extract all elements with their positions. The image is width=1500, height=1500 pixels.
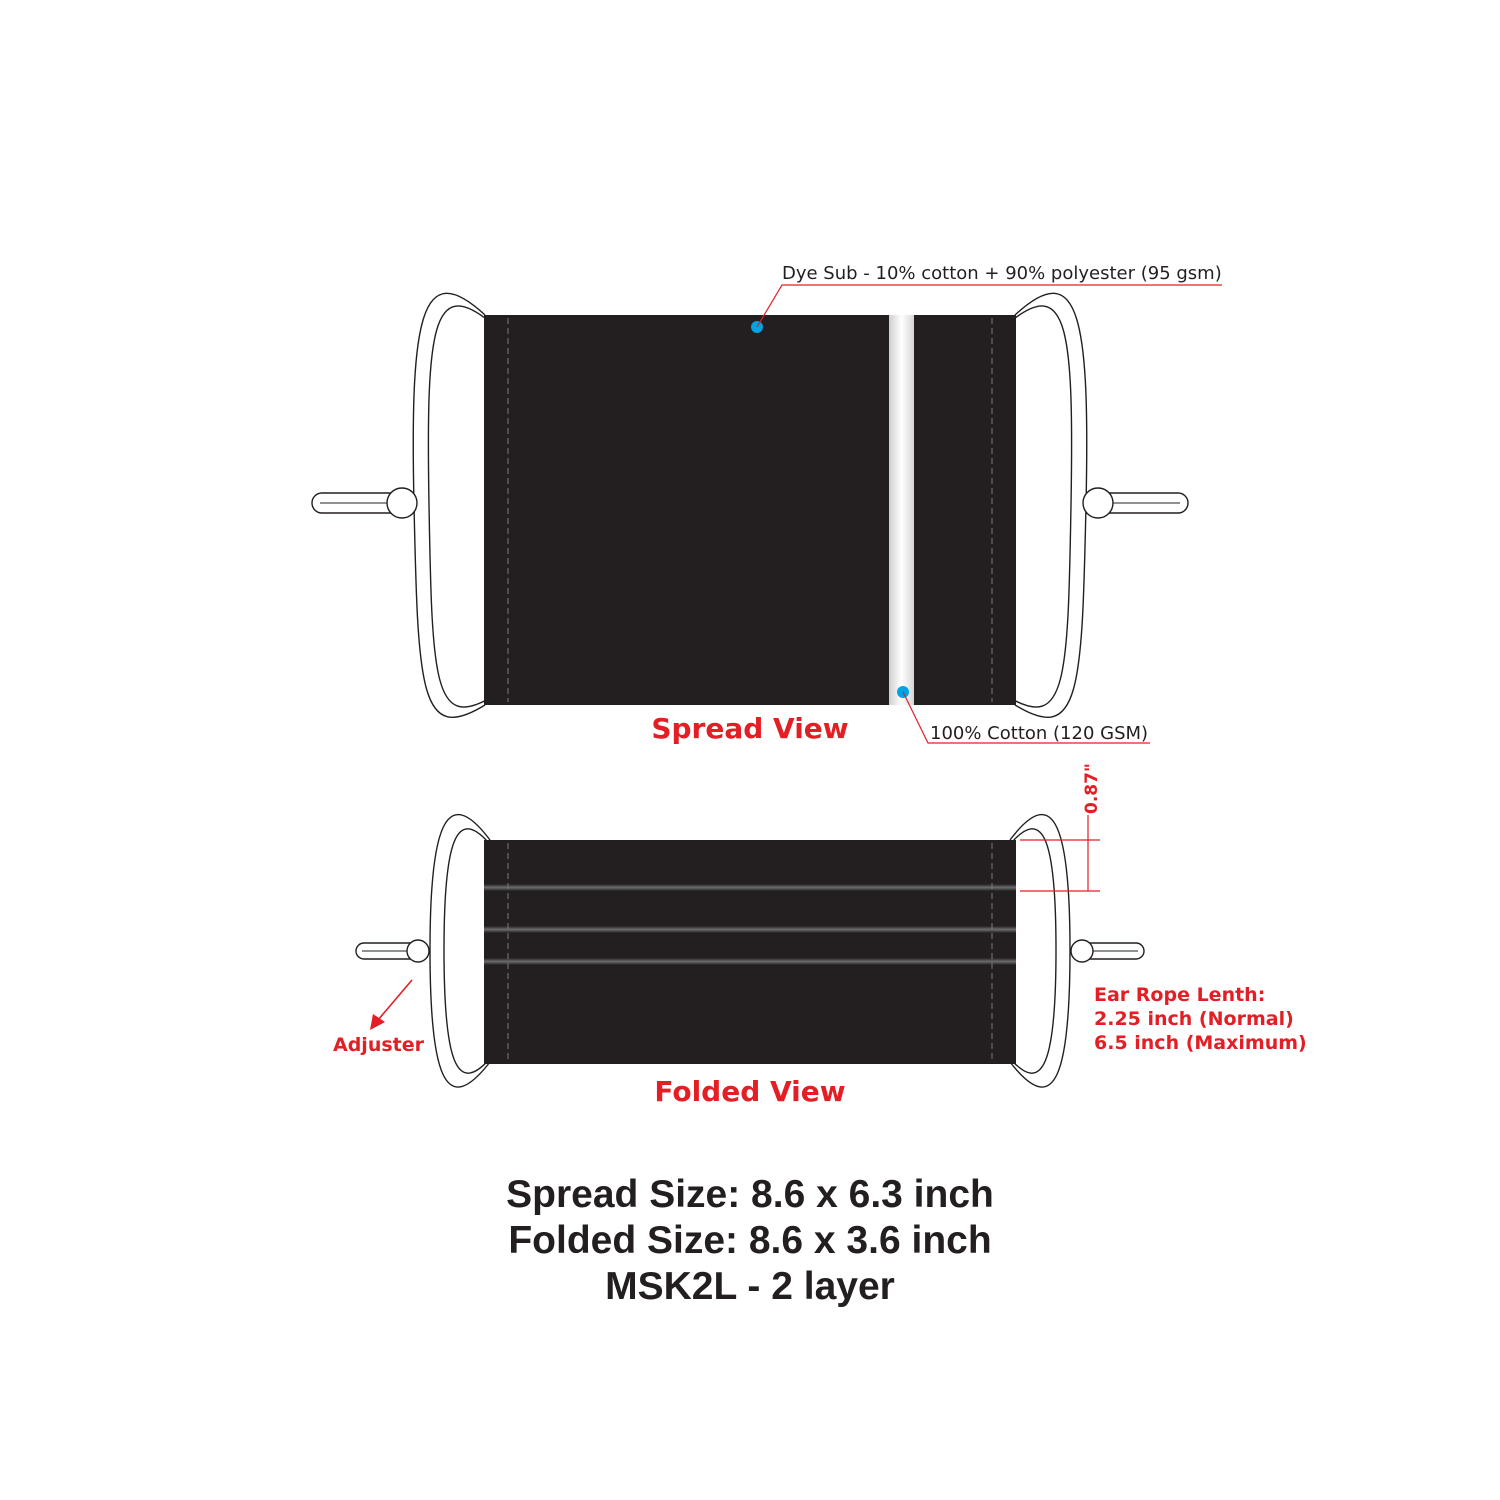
- ear-rope-maximum: 6.5 inch (Maximum): [1094, 1032, 1307, 1054]
- spread-size-text: Spread Size: 8.6 x 6.3 inch: [506, 1173, 994, 1216]
- ear-rope-heading: Ear Rope Lenth:: [1094, 984, 1266, 1006]
- folded-right-adjuster: [1071, 940, 1144, 962]
- folded-size-text: Folded Size: 8.6 x 3.6 inch: [508, 1219, 992, 1262]
- folded-fabric-panel: [484, 840, 1016, 1064]
- folded-pleat-1: [484, 884, 1016, 891]
- spread-left-adjuster: [312, 488, 417, 518]
- pleat-dimension-label: 0.87": [1082, 763, 1102, 814]
- ear-rope-normal: 2.25 inch (Normal): [1094, 1008, 1294, 1030]
- outer-fabric-label: Dye Sub - 10% cotton + 90% polyester (95 gsm): [782, 263, 1222, 284]
- spec-block: [0, 1172, 1500, 1310]
- spread-view-title: Spread View: [651, 712, 849, 745]
- folded-left-adjuster: [356, 940, 429, 962]
- pleat-dimension: [1020, 815, 1100, 891]
- folded-view-mask: [356, 815, 1144, 1087]
- folded-left-ear-loop: [430, 815, 493, 1087]
- spread-right-ear-loop: [1010, 293, 1087, 717]
- spread-view-mask: [312, 293, 1188, 717]
- model-text: MSK2L - 2 layer: [605, 1265, 895, 1308]
- spread-fabric-panel: [484, 315, 1016, 705]
- folded-right-ear-loop: [1007, 815, 1070, 1087]
- spread-right-adjuster: [1083, 488, 1188, 518]
- inner-fabric-label: 100% Cotton (120 GSM): [930, 723, 1149, 744]
- spread-left-ear-loop: [413, 293, 490, 717]
- folded-view-title: Folded View: [654, 1075, 846, 1108]
- adjuster-arrow: [370, 980, 412, 1030]
- spread-cotton-strip: [889, 315, 914, 705]
- folded-pleat-2: [484, 926, 1016, 933]
- folded-pleat-3: [484, 958, 1016, 965]
- adjuster-label: Adjuster: [333, 1034, 424, 1056]
